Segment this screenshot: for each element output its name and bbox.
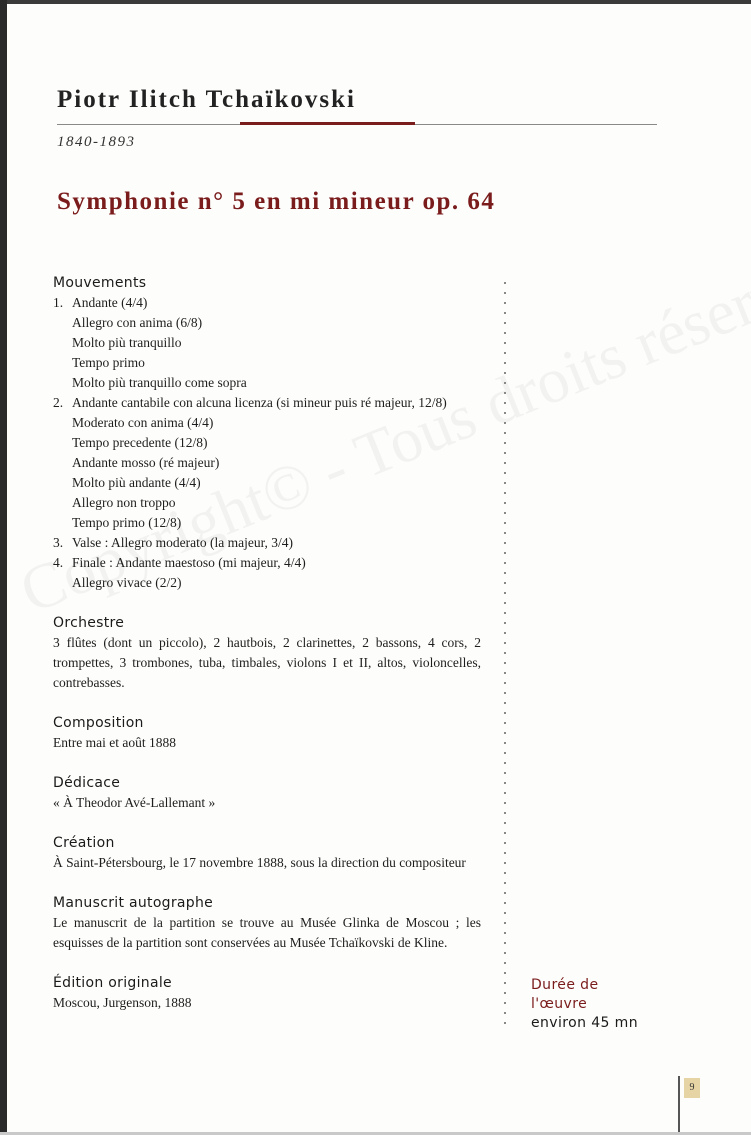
movement-text: Allegro vivace (2/2) [72,575,182,590]
dedication-text: « À Theodor Avé-Lallemant » [53,795,216,810]
movement-text: Tempo precedente (12/8) [72,435,208,450]
movement-text: Moderato con anima (4/4) [72,415,214,430]
composition-text: Entre mai et août 1888 [53,735,176,750]
movement-text: Molto più andante (4/4) [72,475,201,490]
movement-line [53,413,481,433]
movement-text: Andante mosso (ré majeur) [72,455,220,470]
duration-label-line1: Durée de [531,977,599,993]
dotted-column-divider [504,278,506,1028]
manuscript-text: Le manuscrit de la partition se trouve au Musée Glinka de Moscou ; les esquisses de la partition sont conservées au Musée Tchaïkovski de Kline. [53,915,481,950]
orchestra-text: 3 flûtes (dont un piccolo), 2 hautbois, 2 clarinettes, 2 bassons, 4 cors, 2 trompettes, 3 trombones, tuba, timbales, violons I et II, altos, violoncelles, contrebasses. [53,635,481,690]
movement-text: Tempo primo (12/8) [72,515,182,530]
movement-line [53,293,481,313]
movements-heading: Mouvements [53,275,147,291]
movement-line [53,333,481,353]
movement-text: Tempo primo [72,355,145,370]
movement-number: 4. [53,555,64,570]
duration-value: environ 45 mn [531,1015,638,1031]
page-number-rule [678,1076,680,1135]
movement-text: Molto più tranquillo [72,335,182,350]
movement-text: Molto più tranquillo come sopra [72,375,247,390]
movement-number: 3. [53,535,64,550]
movement-line [53,453,481,473]
work-details [53,273,481,1013]
movement-line [53,393,481,413]
movement-text: Andante cantabile con alcuna licenza (si mineur puis ré majeur, 12/8) [72,395,447,410]
edition-heading: Édition originale [53,975,172,991]
edition-text: Moscou, Jurgenson, 1888 [53,995,192,1010]
duration-box [531,976,638,1033]
movement-line [53,493,481,513]
composer-dates: 1840-1893 [57,134,136,150]
movement-number: 1. [53,295,64,310]
movements-list [53,293,481,593]
dedication-heading: Dédicace [53,775,121,791]
work-title: Symphonie n° 5 en mi mineur op. 64 [57,188,496,215]
premiere-heading: Création [53,835,115,851]
movement-line [53,573,481,593]
duration-label-line2: l'œuvre [531,996,588,1012]
premiere-text: À Saint-Pétersbourg, le 17 novembre 1888, sous la direction du compositeur [53,855,466,870]
page-edge-top [0,0,751,4]
movement-text: Andante (4/4) [72,295,148,310]
movement-line [53,533,481,553]
movement-line [53,473,481,493]
page-number: 9 [684,1078,700,1098]
orchestra-heading: Orchestre [53,615,125,631]
movement-line [53,553,481,573]
movement-text: Allegro con anima (6/8) [72,315,203,330]
page-edge-left [0,0,7,1135]
movement-line [53,373,481,393]
composer-name: Piotr Ilitch Tchaïkovski [57,86,356,113]
movement-line [53,353,481,373]
movement-text: Valse : Allegro moderato (la majeur, 3/4) [72,535,294,550]
movement-line [53,433,481,453]
movement-line [53,513,481,533]
movement-text: Allegro non troppo [72,495,176,510]
movement-line [53,313,481,333]
header-accent-rule [240,122,415,125]
manuscript-heading: Manuscrit autographe [53,895,214,911]
composition-heading: Composition [53,715,144,731]
movement-text: Finale : Andante maestoso (mi majeur, 4/4) [72,555,306,570]
movement-number: 2. [53,395,64,410]
